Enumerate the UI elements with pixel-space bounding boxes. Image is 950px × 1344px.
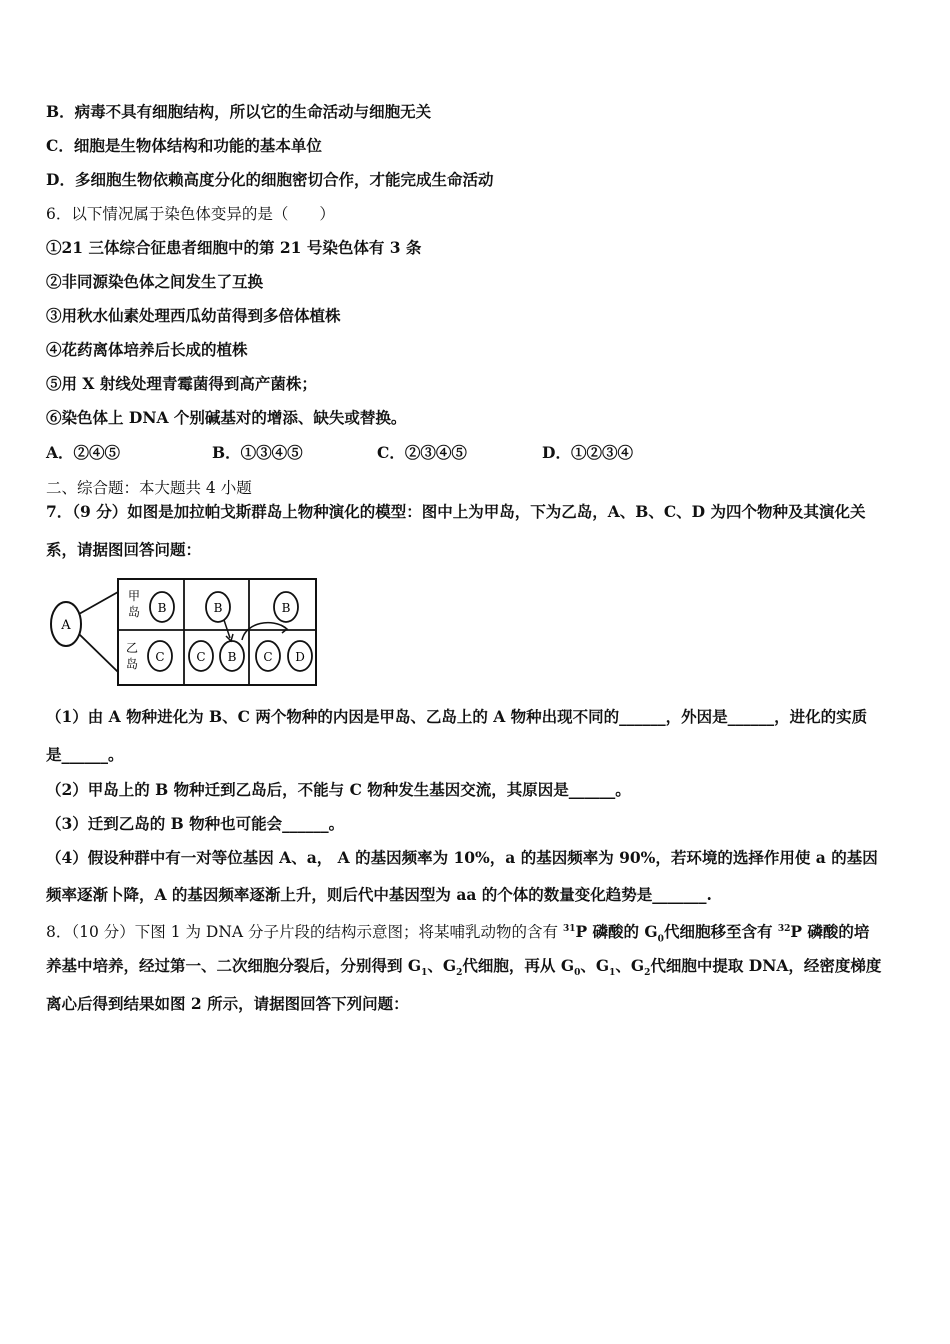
species-label: B [157,601,167,615]
ancestor-label: A [61,618,71,633]
species-label: B [227,650,237,664]
island-bottom-char-1: 乙 [125,641,139,655]
island-label-top [128,589,140,619]
species-label: C [155,650,165,664]
section-heading: 二、综合题：本大题共 4 小题 [46,479,252,497]
species-label: B [213,601,223,615]
q6-item: ②非同源染色体之间发生了互换 [46,272,264,291]
q7-sub4: （4）假设种群中有一对等位基因 A、a， A 的基因频率为 10%，a 的基因频率为 90%，若环境的选择作用使 a 的基因 [46,848,878,867]
migration-arrow [224,620,230,638]
q6-choice-c: C．②③④⑤ [377,443,467,462]
q7-sub4-cont: 频率逐渐卜降，A 的基因频率逐渐上升，则后代中基因型为 aa 的个体的数量变化趋势是_______. [46,885,712,904]
migration-curve-head [281,625,287,633]
island-evolution-diagram [46,576,321,688]
species-label: B [281,601,291,615]
species-label: C [196,650,206,664]
q6-item: ⑤用 X 射线处理青霉菌得到高产菌株； [46,374,317,393]
q6-item: ④花药离体培养后长成的植株 [46,340,248,359]
q7-sub1: （1）由 A 物种进化为 B、C 两个物种的内因是甲岛、乙岛上的 A 物种出现不同的______，外因是______，进化的实质 [46,707,868,726]
island-grid [118,579,316,685]
q7-stem: 7．（9 分）如图是加拉帕戈斯群岛上物种演化的模型：图中上为甲岛，下为乙岛，A、B、C、D 为四个物种及其演化关 [46,502,866,521]
q8-stem-end: 离心后得到结果如图 2 所示，请据图回答下列问题： [46,994,409,1013]
island-top-char-2: 岛 [127,605,141,619]
q8-stem: 8．（10 分）下图 1 为 DNA 分子片段的结构示意图；将某哺乳动物的含有 $^{31}$P 磷酸的 $G_0$代细胞移至含有 $^{32}$P 磷酸的培 [46,922,870,945]
q6-choice-d: D．①②③④ [542,443,633,462]
island-top-char-1: 甲 [127,589,141,603]
q7-stem-cont: 系，请据图回答问题： [46,540,202,559]
q6-choice-a: A．②④⑤ [46,443,121,462]
species-label: C [263,650,273,664]
q7-sub3: （3）迁到乙岛的 B 物种也可能会______。 [46,814,345,833]
q7-sub1-cont: 是______。 [46,745,124,764]
q6-choice-b: B．①③④⑤ [212,443,303,462]
q6-item: ③用秋水仙素处理西瓜幼苗得到多倍体植株 [46,306,341,325]
q5-option-b: B．病毒不具有细胞结构，所以它的生命活动与细胞无关 [46,102,432,121]
q5-option-c: C．细胞是生物体结构和功能的基本单位 [46,136,322,155]
species-label: D [295,650,305,664]
q7-sub2: （2）甲岛上的 B 物种迁到乙岛后，不能与 C 物种发生基因交流，其原因是______。 [46,780,631,799]
island-bottom-char-2: 岛 [125,657,139,671]
q8-stem-cont: 养基中培养，经过第一、二次细胞分裂后，分别得到 $G_1$、$G_2$代细胞，再从 $G_0$、$G_1$、$G_2$代细胞中提取 DNA，经密度梯度 [46,956,882,979]
q6-item: ⑥染色体上 DNA 个别碱基对的增添、缺失或替换。 [46,408,407,427]
branch-line-top [79,592,118,614]
island-label-bottom [126,641,138,671]
q6-stem: 6．以下情况属于染色体变异的是（ ） [46,205,335,223]
q6-item: ①21 三体综合征患者细胞中的第 21 号染色体有 3 条 [46,238,422,257]
branch-line-bottom [79,634,118,672]
q5-option-d: D．多细胞生物依赖高度分化的细胞密切合作，才能完成生命活动 [46,170,494,189]
